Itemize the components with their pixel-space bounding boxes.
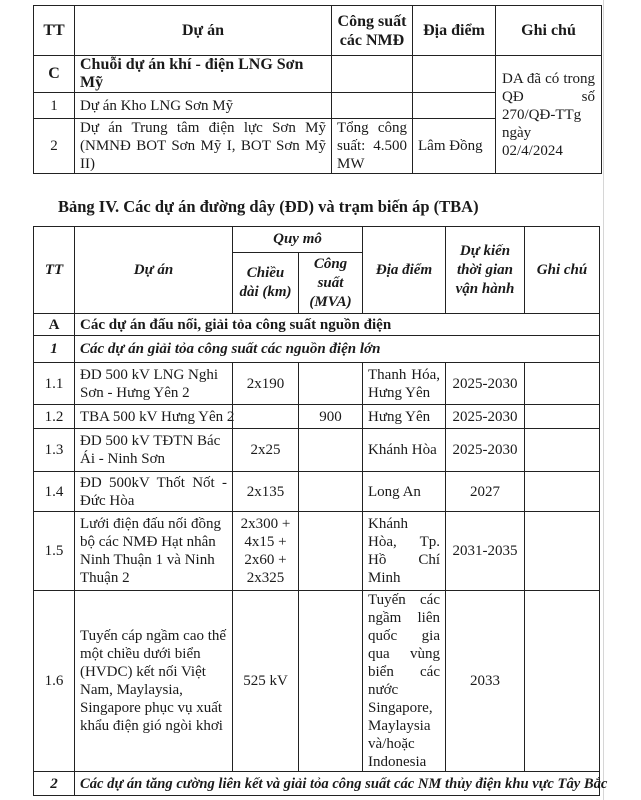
- row-cong-suat: [299, 472, 363, 512]
- table-row: [34, 472, 600, 512]
- table-title: Bảng IV. Các dự án đường dây (ĐD) và trạm biến áp (TBA): [58, 197, 479, 216]
- row-cong-suat: [299, 512, 363, 591]
- header-cong-suat: Công suất (MVA): [299, 253, 363, 314]
- row-dia-diem: Hưng Yên: [363, 405, 446, 429]
- row-thoi-gian: 2025-2030: [446, 429, 525, 472]
- header-tt: TT: [34, 6, 75, 56]
- row-du-an: ĐD 500 kV LNG Nghi Sơn - Hưng Yên 2: [75, 363, 233, 405]
- row-cong-suat: Tổng công suất: 4.500 MW: [332, 119, 413, 174]
- row-dia-diem: Thanh Hóa, Hưng Yên: [363, 363, 446, 405]
- row-ghi-chu: [525, 429, 600, 472]
- header-du-an: Dự án: [75, 6, 332, 56]
- header-du-an: Dự án: [75, 227, 233, 314]
- row-dia-diem: Lâm Đồng: [413, 119, 496, 174]
- row-thoi-gian: 2027: [446, 472, 525, 512]
- row-chieu-dai: 525 kV: [233, 591, 299, 772]
- section-a-title: Các dự án đấu nối, giải tỏa công suất nguồn điện: [75, 314, 600, 336]
- header-tt: TT: [34, 227, 75, 314]
- bottom-table: [33, 226, 608, 796]
- table-row: [34, 429, 600, 472]
- header-dia-diem: Địa điểm: [363, 227, 446, 314]
- row-thoi-gian: 2031-2035: [446, 512, 525, 591]
- row-cong-suat: 900: [299, 405, 363, 429]
- section-row: [34, 56, 602, 93]
- row-thoi-gian: 2025-2030: [446, 405, 525, 429]
- row-tt: 1.6: [34, 591, 75, 772]
- row-ghi-chu: [525, 472, 600, 512]
- row-du-an: Dự án Trung tâm điện lực Sơn Mỹ (NMNĐ BOT Sơn Mỹ I, BOT Sơn Mỹ II): [75, 119, 332, 174]
- group-1-row: [34, 336, 600, 363]
- row-cong-suat: [299, 363, 363, 405]
- header-ghi-chu: Ghi chú: [496, 6, 602, 56]
- row-dia-diem: Tuyến các ngầm liên quốc gia qua vùng biển các nước Singapore, Maylaysia và/hoặc Indonesia: [363, 591, 446, 772]
- group-1-tt: 1: [34, 336, 75, 363]
- group-2-title: Các dự án tăng cường liên kết và giải tỏa công suất các NM thủy điện khu vực Tây Bắc: [75, 772, 600, 796]
- header-cong-suat: Công suất các NMĐ: [332, 6, 413, 56]
- row-chieu-dai: 2x135: [233, 472, 299, 512]
- row-ghi-chu: [525, 363, 600, 405]
- section-a-row: [34, 314, 600, 336]
- row-chieu-dai: 2x190: [233, 363, 299, 405]
- row-tt: 1.3: [34, 429, 75, 472]
- row-ghi-chu: [525, 512, 600, 591]
- row-chieu-dai: [233, 405, 299, 429]
- row-tt: 1.2: [34, 405, 75, 429]
- header-dia-diem: Địa điểm: [413, 6, 496, 56]
- header-quy-mo: Quy mô: [233, 227, 363, 253]
- row-du-an: ĐD 500 kV TĐTN Bác Ái - Ninh Sơn: [75, 429, 233, 472]
- header-chieu-dai: Chiều dài (km): [233, 253, 299, 314]
- row-cong-suat: [299, 591, 363, 772]
- section-tt: C: [34, 56, 75, 93]
- table-row: [34, 405, 600, 429]
- group-2-row: [34, 772, 600, 796]
- row-tt: 1.4: [34, 472, 75, 512]
- header-row-1: [34, 227, 600, 253]
- row-tt: 1.1: [34, 363, 75, 405]
- row-dia-diem: Khánh Hòa, Tp. Hồ Chí Minh: [363, 512, 446, 591]
- table-row: [34, 363, 600, 405]
- group-2-tt: 2: [34, 772, 75, 796]
- row-tt: 1.5: [34, 512, 75, 591]
- row-thoi-gian: 2025-2030: [446, 363, 525, 405]
- scan-edge-line: [603, 0, 604, 800]
- row-tt: 1: [34, 93, 75, 119]
- row-cong-suat: [299, 429, 363, 472]
- header-ghi-chu: Ghi chú: [525, 227, 600, 314]
- row-ghi-chu: [525, 591, 600, 772]
- row-dia-diem: [413, 93, 496, 119]
- row-du-an: Lưới điện đấu nối đồng bộ các NMĐ Hạt nhân Ninh Thuận 1 và Ninh Thuận 2: [75, 512, 233, 591]
- row-dia-diem: Long An: [363, 472, 446, 512]
- row-chieu-dai: 2x300 + 4x15 + 2x60 + 2x325: [233, 512, 299, 591]
- row-dia-diem: Khánh Hòa: [363, 429, 446, 472]
- ghi-chu-note: DA đã có trong QĐ số 270/QĐ-TTg ngày 02/4/2024: [496, 56, 602, 174]
- row-du-an: Tuyến cáp ngầm cao thế một chiều dưới biển (HVDC) kết nối Việt Nam, Maylaysia, Singapore phục vụ xuất khẩu điện gió ngòi khơi: [75, 591, 233, 772]
- row-chieu-dai: 2x25: [233, 429, 299, 472]
- top-table: [33, 5, 602, 174]
- section-title: Chuỗi dự án khí - điện LNG Sơn Mỹ: [75, 56, 332, 93]
- header-thoi-gian: Dự kiến thời gian vận hành: [446, 227, 525, 314]
- row-thoi-gian: 2033: [446, 591, 525, 772]
- table-row: [34, 512, 600, 591]
- row-tt: 2: [34, 119, 75, 174]
- row-ghi-chu: [525, 405, 600, 429]
- row-cong-suat: [332, 93, 413, 119]
- section-dia-diem: [413, 56, 496, 93]
- row-du-an: ĐD 500kV Thốt Nốt - Đức Hòa: [75, 472, 233, 512]
- row-du-an: Dự án Kho LNG Sơn Mỹ: [75, 93, 332, 119]
- top-table-header-row: [34, 6, 602, 56]
- row-du-an: TBA 500 kV Hưng Yên 2: [75, 405, 233, 429]
- group-1-title: Các dự án giải tỏa công suất các nguồn điện lớn: [75, 336, 600, 363]
- section-cong-suat: [332, 56, 413, 93]
- table-row: [34, 591, 600, 772]
- section-a-tt: A: [34, 314, 75, 336]
